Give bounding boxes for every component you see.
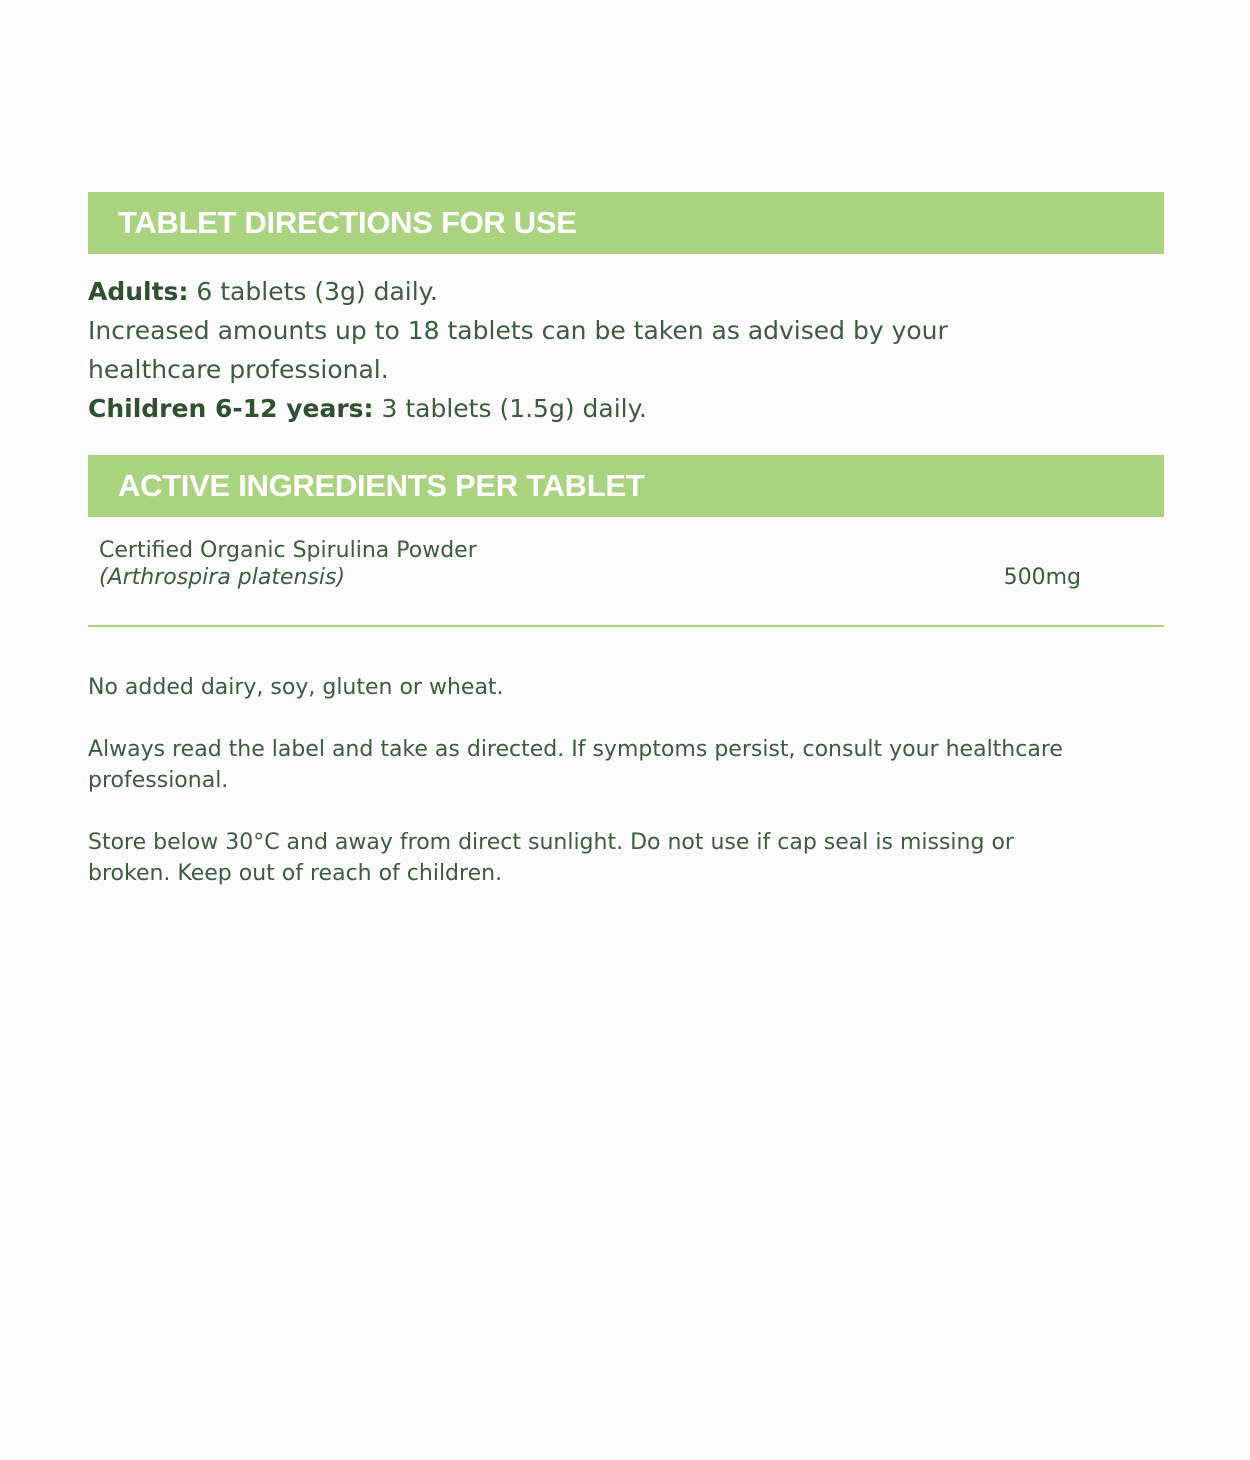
- directions-header: [88, 192, 1164, 254]
- increased-line-2: healthcare professional.: [88, 355, 389, 384]
- storage-note: Store below 30°C and away from direct sunlight. Do not use if cap seal is missing or broken. Keep out of reach of children.: [88, 830, 1014, 886]
- adults-label: Adults:: [88, 277, 189, 306]
- ingredient-row: [88, 537, 1164, 627]
- warning-note: Always read the label and take as directed. If symptoms persist, consult your healthcare professional.: [88, 737, 1063, 793]
- allergen-note: No added dairy, soy, gluten or wheat.: [88, 675, 504, 700]
- ingredients-heading: ACTIVE INGREDIENTS PER TABLET: [118, 468, 645, 503]
- ingredients-header: [88, 455, 1164, 517]
- directions-block: [88, 272, 1164, 428]
- ingredient-amount: 500mg: [1003, 565, 1081, 590]
- directions-heading: TABLET DIRECTIONS FOR USE: [118, 205, 577, 240]
- adults-text: 6 tablets (3g) daily.: [188, 277, 438, 306]
- ingredient-latin-name: (Arthrospira platensis): [99, 565, 346, 590]
- children-text: 3 tablets (1.5g) daily.: [373, 394, 647, 423]
- increased-line-1: Increased amounts up to 18 tablets can be taken as advised by your: [88, 316, 948, 345]
- notes-block: [88, 672, 1088, 920]
- children-line: [88, 389, 1164, 428]
- adults-line: [88, 272, 1164, 311]
- children-label: Children 6-12 years:: [88, 394, 374, 423]
- ingredient-name: Certified Organic Spirulina Powder: [99, 538, 477, 563]
